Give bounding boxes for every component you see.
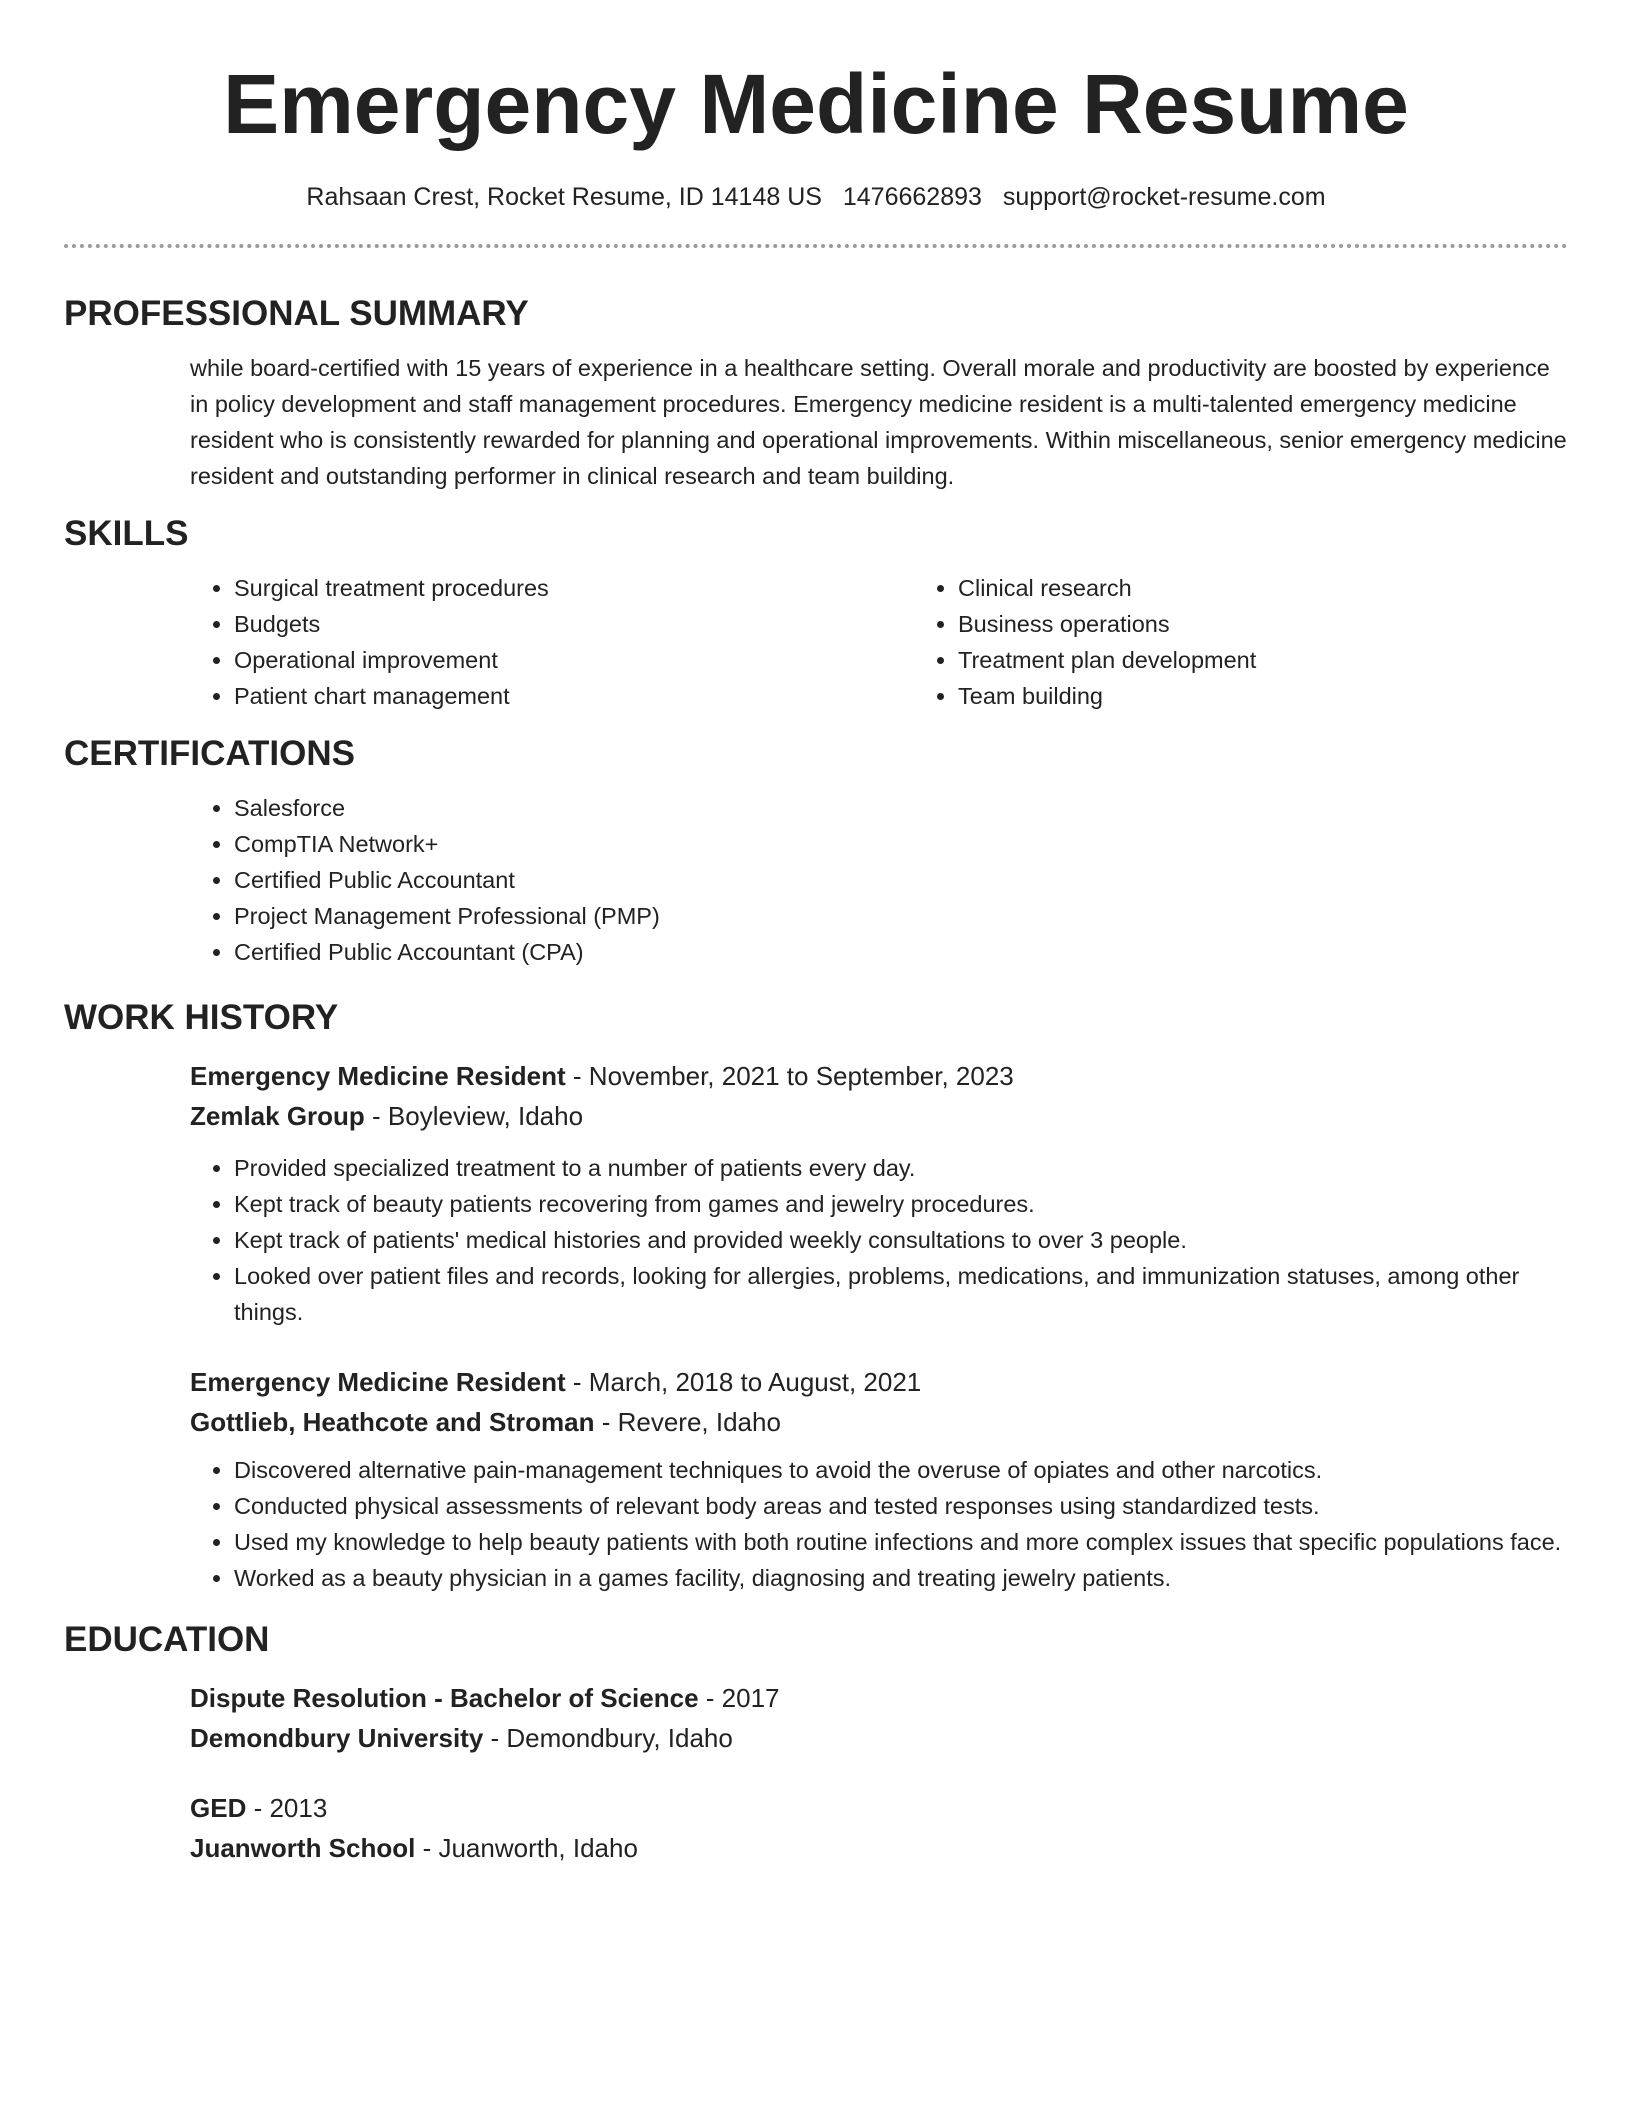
skill-item: • Team building: [958, 678, 1632, 714]
skill-item: • Operational improvement: [234, 642, 914, 678]
skill-item: • Surgical treatment procedures: [234, 570, 914, 606]
job-dates: - November, 2021 to September, 2023: [565, 1061, 1014, 1091]
certification-item: • Certified Public Accountant: [234, 862, 1568, 898]
skill-item: • Business operations: [958, 606, 1632, 642]
summary-section: [64, 350, 1568, 494]
contact-address: Rahsaan Crest, Rocket Resume, ID 14148 US: [306, 183, 822, 211]
education-degree: GED: [190, 1793, 247, 1823]
skill-item: • Patient chart management: [234, 678, 914, 714]
header-divider: [64, 244, 1568, 248]
job-duty: • Discovered alternative pain-management techniques to avoid the overuse of opiates and other narcotics.: [234, 1452, 1568, 1488]
job-entry: [64, 1362, 1568, 1596]
education-year: - 2017: [698, 1683, 780, 1713]
skills-left-column: [190, 570, 914, 714]
job-duty: • Kept track of patients' medical histories and provided weekly consultations to over 3 people.: [234, 1222, 1568, 1258]
skills-heading: SKILLS: [64, 514, 189, 553]
skills-list: [64, 570, 1568, 714]
education-degree-line: [190, 1678, 1568, 1718]
contact-line: [64, 180, 1568, 214]
job-company: Zemlak Group: [190, 1101, 365, 1131]
job-company: Gottlieb, Heathcote and Stroman: [190, 1407, 595, 1437]
education-school: Juanworth School: [190, 1833, 416, 1863]
certifications-list: [190, 790, 1568, 970]
job-duty: • Looked over patient files and records, looking for allergies, problems, medications, and immunization statuses, among other things.: [234, 1258, 1568, 1330]
job-title: Emergency Medicine Resident: [190, 1367, 566, 1397]
job-duty: • Used my knowledge to help beauty patients with both routine infections and more complex issues that specific populations face.: [234, 1524, 1568, 1560]
job-title-line: [190, 1362, 1568, 1402]
job-duty: • Conducted physical assessments of relevant body areas and tested responses using standardized tests.: [234, 1488, 1568, 1524]
job-duty: • Provided specialized treatment to a number of patients every day.: [234, 1150, 1568, 1186]
certification-item: • Salesforce: [234, 790, 1568, 826]
work-history-heading: WORK HISTORY: [64, 998, 339, 1037]
job-duties-list: [190, 1452, 1568, 1596]
job-location: - Boyleview, Idaho: [364, 1101, 584, 1131]
education-entry: [64, 1788, 1568, 1868]
education-location: - Juanworth, Idaho: [415, 1833, 638, 1863]
summary-heading: PROFESSIONAL SUMMARY: [64, 294, 529, 333]
job-entry: [64, 1056, 1568, 1330]
certification-item: • Project Management Professional (PMP): [234, 898, 1568, 934]
contact-email: support@rocket-resume.com: [1002, 183, 1326, 211]
job-company-line: [190, 1402, 1568, 1442]
skills-right-column: [914, 570, 1632, 714]
skill-item: • Clinical research: [958, 570, 1632, 606]
education-year: - 2013: [246, 1793, 328, 1823]
job-title-line: [190, 1056, 1568, 1096]
page-title: Emergency Medicine Resume: [223, 57, 1409, 151]
education-location: - Demondbury, Idaho: [483, 1723, 733, 1753]
certification-item: • Certified Public Accountant (CPA): [234, 934, 1568, 970]
education-degree-line: [190, 1788, 1568, 1828]
summary-text: while board-certified with 15 years of experience in a healthcare setting. Overall morale and productivity are boosted by experience in policy development and staff management procedures. Emergency medicine resident is a multi-talented emergency medicine resident who is consistently rewarded for planning and operational improvements. Within miscellaneous, senior emergency medicine resident and outstanding performer in clinical research and team building.: [190, 355, 1567, 489]
skill-item: • Budgets: [234, 606, 914, 642]
job-duties-list: [190, 1150, 1568, 1330]
education-entry: [64, 1678, 1568, 1758]
education-school-line: [190, 1718, 1568, 1758]
education-school: Demondbury University: [190, 1723, 484, 1753]
job-duty: • Worked as a beauty physician in a games facility, diagnosing and treating jewelry patients.: [234, 1560, 1568, 1596]
education-school-line: [190, 1828, 1568, 1868]
job-dates: - March, 2018 to August, 2021: [565, 1367, 922, 1397]
job-location: - Revere, Idaho: [594, 1407, 781, 1437]
job-duty: • Kept track of beauty patients recovering from games and jewelry procedures.: [234, 1186, 1568, 1222]
education-degree: Dispute Resolution - Bachelor of Science: [190, 1683, 699, 1713]
job-title: Emergency Medicine Resident: [190, 1061, 566, 1091]
certifications-section: [64, 790, 1568, 970]
skill-item: • Treatment plan development: [958, 642, 1632, 678]
certifications-heading: CERTIFICATIONS: [64, 734, 356, 773]
certification-item: • CompTIA Network+: [234, 826, 1568, 862]
contact-phone: 1476662893: [842, 183, 982, 211]
education-heading: EDUCATION: [64, 1620, 270, 1659]
job-company-line: [190, 1096, 1568, 1136]
